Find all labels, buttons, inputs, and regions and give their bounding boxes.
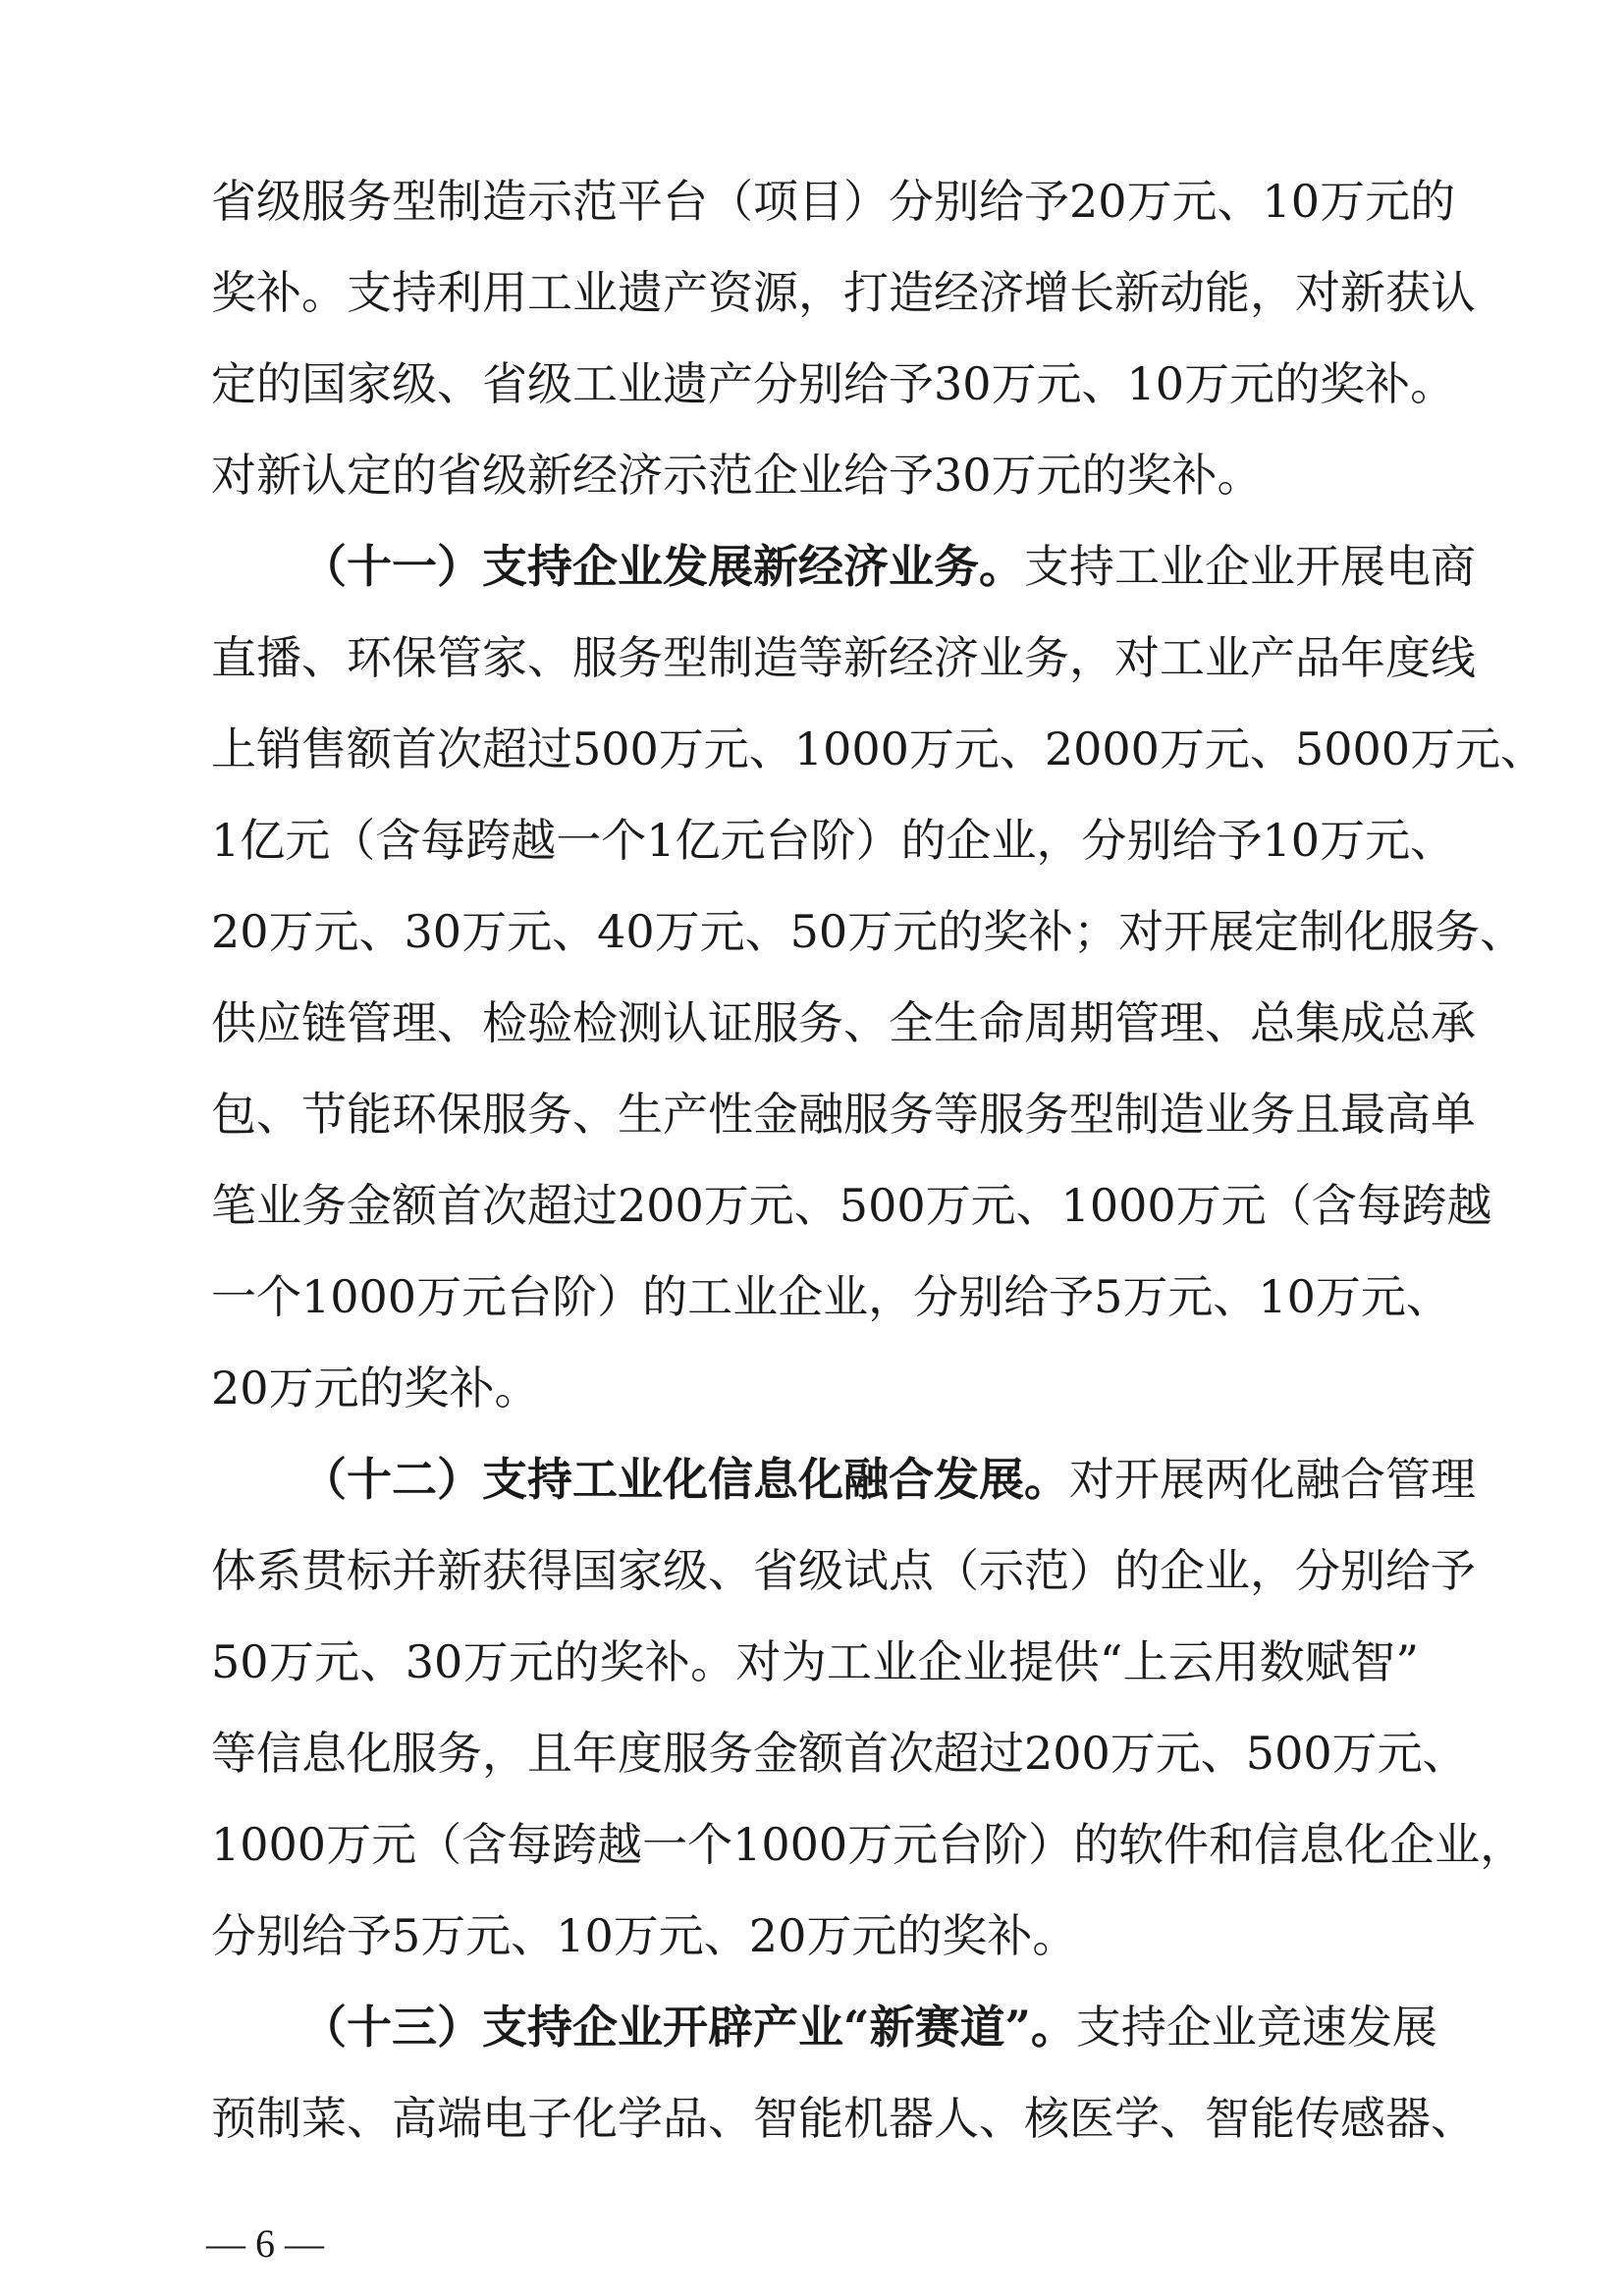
paragraph-line: 20万元的奖补。 <box>211 1362 540 1415</box>
page-number: — 6 — <box>206 2221 324 2266</box>
paragraph-line: 等信息化服务，且年度服务金额首次超过200万元、500万元、 <box>211 1727 1468 1780</box>
paragraph-line: 直播、环保管家、服务型制造等新经济业务，对工业产品年度线 <box>211 631 1476 684</box>
paragraph-line: 奖补。支持利用工业遗产资源，打造经济增长新动能，对新获认 <box>211 266 1476 319</box>
section-heading: （十三）支持企业开辟产业“新赛道”。 <box>301 2001 1076 2054</box>
section-heading-line <box>301 537 1476 596</box>
paragraph-line: 供应链管理、检验检测认证服务、全生命周期管理、总集成总承 <box>211 996 1476 1049</box>
section-heading: （十二）支持工业化信息化融合发展。 <box>301 1453 1069 1506</box>
paragraph-line: 一个1000万元台阶）的工业企业，分别给予5万元、10万元、 <box>211 1270 1451 1323</box>
paragraph-line: 省级服务型制造示范平台（项目）分别给予20万元、10万元的 <box>211 175 1456 228</box>
paragraph-line: 50万元、30万元的奖补。对为工业企业提供“上云用数赋智” <box>211 1635 1419 1688</box>
paragraph-line: 包、节能环保服务、生产性金融服务等服务型制造业务且最高单 <box>211 1088 1476 1141</box>
section-heading-line <box>301 1450 1476 1509</box>
section-heading: （十一）支持企业发展新经济业务。 <box>301 540 1024 593</box>
paragraph-text: 支持企业竞速发展 <box>1075 2001 1437 2054</box>
paragraph-line: 体系贯标并新获得国家级、省级试点（示范）的企业，分别给予 <box>211 1544 1476 1597</box>
paragraph-line: 分别给予5万元、10万元、20万元的奖补。 <box>211 1909 1078 1962</box>
paragraph-line: 定的国家级、省级工业遗产分别给予30万元、10万元的奖补。 <box>211 357 1456 410</box>
paragraph-line: 20万元、30万元、40万元、50万元的奖补；对开展定制化服务、 <box>211 905 1526 958</box>
paragraph-line: 上销售额首次超过500万元、1000万元、2000万元、5000万元、 <box>211 722 1545 775</box>
paragraph-line: 对新认定的省级新经济示范企业给予30万元的奖补。 <box>211 449 1263 502</box>
paragraph-text: 对开展两化融合管理 <box>1069 1453 1476 1506</box>
paragraph-line: 预制菜、高端电子化学品、智能机器人、核医学、智能传感器、 <box>211 2092 1476 2145</box>
section-heading-line <box>301 1998 1437 2056</box>
paragraph-line: 1亿元（含每跨越一个1亿元台阶）的企业，分别给予10万元、 <box>211 814 1456 867</box>
paragraph-line: 1000万元（含每跨越一个1000万元台阶）的软件和信息化企业， <box>211 1818 1526 1871</box>
paragraph-line: 笔业务金额首次超过200万元、500万元、1000万元（含每跨越 <box>211 1179 1492 1232</box>
paragraph-text: 支持工业企业开展电商 <box>1024 540 1476 593</box>
